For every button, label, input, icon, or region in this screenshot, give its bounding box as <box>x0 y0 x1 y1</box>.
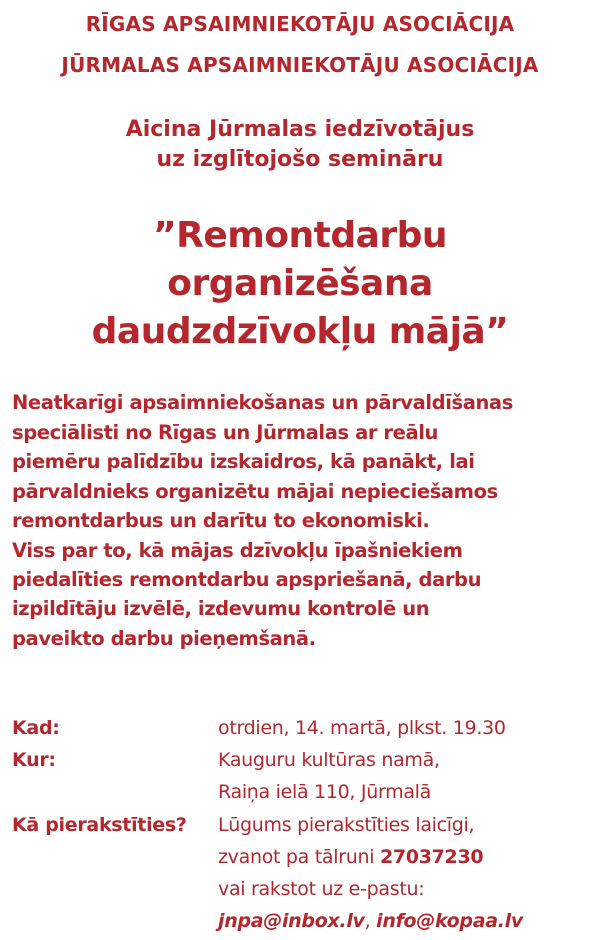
description-line: piedalīties remontdarbu apspriešanā, darbu <box>12 568 482 591</box>
signup-label: Kā pierakstīties? <box>12 814 187 836</box>
seminar-title-line-3: daudzdzīvokļu mājā” <box>91 311 509 352</box>
where-value-line-2: Raiņa ielā 110, Jūrmalā <box>218 781 432 803</box>
organizer-jurmalas: JŪRMALAS APSAIMNIEKOTĀJU ASOCIĀCIJA <box>61 53 539 77</box>
where-value-line-1: Kauguru kultūras namā, <box>218 749 440 771</box>
organizer-rigas: RĪGAS APSAIMNIEKOTĀJU ASOCIĀCIJA <box>85 12 515 36</box>
description-line: Viss par to, kā mājas dzīvokļu īpašniekiem <box>12 539 463 562</box>
signup-value-line-3: vai rakstot uz e-pastu: <box>218 878 425 900</box>
description-line: Neatkarīgi apsaimniekošanas un pārvaldīšanas <box>12 391 513 414</box>
seminar-title-line-2: organizēšana <box>167 263 433 304</box>
description-line: paveikto darbu pieņemšanā. <box>12 627 316 650</box>
where-label: Kur: <box>12 749 56 771</box>
invitation-line-1: Aicina Jūrmalas iedzīvotājus <box>125 117 475 142</box>
when-label: Kad: <box>12 717 60 739</box>
description-line: pārvaldnieks organizētu mājai nepieciešamos <box>12 480 498 503</box>
signup-value-line-2 <box>218 843 483 872</box>
seminar-title-line-1: ”Remontdarbu <box>152 215 448 256</box>
signup-phone-prefix: zvanot pa tālruni <box>218 846 380 868</box>
when-value: otrdien, 14. martā, plkst. 19.30 <box>218 717 506 739</box>
email-link-jnpa[interactable]: jnpa@inbox.lv <box>218 910 365 932</box>
email-separator: , <box>364 910 377 932</box>
description-line: izpildītāju izvēlē, izdevumu kontrolē un <box>12 597 430 620</box>
phone-number[interactable]: 27037230 <box>379 846 484 868</box>
invitation-line-2: uz izglītojošo semināru <box>156 147 444 172</box>
signup-value-line-1: Lūgums pierakstīties laicīgi, <box>218 814 475 836</box>
signup-emails <box>218 907 523 936</box>
description-line: piemēru palīdzību izskaidros, kā panākt, lai <box>12 450 475 473</box>
email-link-kopaa[interactable]: info@kopaa.lv <box>376 910 523 932</box>
description-line: speciālisti no Rīgas un Jūrmalas ar reālu <box>12 421 438 444</box>
description-line: remontdarbus un darītu to ekonomiski. <box>12 509 430 532</box>
